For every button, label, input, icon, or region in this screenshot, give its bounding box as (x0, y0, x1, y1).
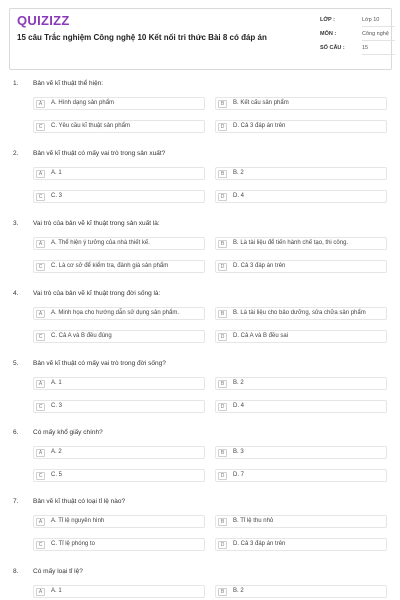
option-text: D. Cả 3 đáp án trên (233, 263, 286, 269)
option-d[interactable] (215, 400, 387, 413)
option-b[interactable] (215, 307, 387, 320)
option-c[interactable] (33, 190, 205, 203)
option-text: B. Tỉ lệ thu nhỏ (233, 518, 274, 524)
option-letter-box: C (36, 472, 45, 480)
option-a[interactable] (33, 97, 205, 110)
option-text: A. Hình dạng sản phẩm (51, 100, 115, 106)
option-letter-box: B (218, 380, 227, 388)
option-a[interactable] (33, 585, 205, 598)
option-letter-box: B (218, 518, 227, 526)
option-text: B. 2 (233, 170, 244, 176)
option-letter-box: B (218, 588, 227, 596)
question-number: 6. (13, 429, 19, 436)
option-text: C. 3 (51, 193, 63, 199)
option-text: A. Thể hiện ý tưởng của nhà thiết kế. (51, 240, 150, 246)
question-number: 3. (13, 220, 19, 227)
option-letter-box: A (36, 588, 45, 596)
question-number: 7. (13, 498, 19, 505)
option-c[interactable] (33, 469, 205, 482)
option-text: B. Là tài liệu để tiến hành chế tạo, thi công. (233, 240, 349, 246)
option-letter-box: C (36, 193, 45, 201)
worksheet-title: 15 câu Trắc nghiệm Công nghệ 10 Kết nối tri thức Bài 8 có đáp án (17, 33, 267, 42)
option-text: C. Yêu cầu kĩ thuật sản phẩm (51, 123, 130, 129)
option-letter-box: B (218, 170, 227, 178)
option-b[interactable] (215, 167, 387, 180)
option-letter-box: D (218, 403, 227, 411)
subject-label: MÔN : (320, 31, 337, 37)
option-letter-box: C (36, 333, 45, 341)
option-a[interactable] (33, 515, 205, 528)
option-letter-box: D (218, 193, 227, 201)
option-a[interactable] (33, 167, 205, 180)
option-c[interactable] (33, 330, 205, 343)
option-text: C. Tỉ lệ phóng to (51, 541, 95, 547)
option-text: C. Cả A và B đều đúng (51, 333, 112, 339)
option-c[interactable] (33, 538, 205, 551)
question-number: 2. (13, 150, 19, 157)
option-b[interactable] (215, 97, 387, 110)
option-text: D. Cả 3 đáp án trên (233, 123, 286, 129)
class-underline (362, 26, 395, 27)
question-count-value: 15 (362, 45, 369, 51)
option-text: B. 2 (233, 380, 244, 386)
question-number: 4. (13, 290, 19, 297)
option-b[interactable] (215, 377, 387, 390)
question-text: Vai trò của bản vẽ kĩ thuật trong sản xuất là: (33, 220, 160, 227)
option-d[interactable] (215, 120, 387, 133)
option-letter-box: A (36, 310, 45, 318)
option-letter-box: C (36, 123, 45, 131)
option-a[interactable] (33, 446, 205, 459)
option-text: C. Là cơ sở để kiểm tra, đánh giá sản phẩm (51, 263, 169, 269)
question-text: Bản vẽ kĩ thuật có loại tỉ lệ nào? (33, 498, 126, 505)
option-d[interactable] (215, 469, 387, 482)
option-text: A. 1 (51, 588, 62, 594)
option-text: C. 5 (51, 472, 63, 478)
option-text: A. Tỉ lệ nguyên hình (51, 518, 105, 524)
option-letter-box: C (36, 403, 45, 411)
question-text: Bản vẽ kĩ thuật có mấy vai trò trong sản xuất? (33, 150, 166, 157)
option-letter-box: C (36, 541, 45, 549)
question-number: 1. (13, 80, 19, 87)
option-letter-box: B (218, 240, 227, 248)
question-number: 5. (13, 360, 19, 367)
question-text: Có mấy loại tỉ lệ? (33, 568, 83, 575)
option-b[interactable] (215, 237, 387, 250)
option-letter-box: B (218, 449, 227, 457)
option-a[interactable] (33, 377, 205, 390)
option-text: D. Cả A và B đều sai (233, 333, 289, 339)
worksheet-header (9, 8, 392, 70)
class-label: LỚP : (320, 17, 335, 23)
option-b[interactable] (215, 585, 387, 598)
question-count-label: SỐ CÂU : (320, 45, 345, 51)
option-d[interactable] (215, 538, 387, 551)
option-text: B. Là tài liệu cho bảo dưỡng, sửa chữa sản phẩm (233, 310, 366, 316)
option-d[interactable] (215, 330, 387, 343)
quizizz-logo: QUIZIZZ (17, 13, 70, 28)
option-text: B. 3 (233, 449, 244, 455)
option-text: B. 2 (233, 588, 244, 594)
option-text: A. 1 (51, 170, 62, 176)
option-a[interactable] (33, 307, 205, 320)
option-b[interactable] (215, 446, 387, 459)
question-text: Có mấy khổ giấy chính? (33, 429, 103, 436)
question-number: 8. (13, 568, 19, 575)
option-d[interactable] (215, 190, 387, 203)
option-letter-box: A (36, 240, 45, 248)
option-letter-box: B (218, 310, 227, 318)
option-text: A. 1 (51, 380, 62, 386)
option-text: A. 2 (51, 449, 62, 455)
option-letter-box: D (218, 541, 227, 549)
option-d[interactable] (215, 260, 387, 273)
option-letter-box: A (36, 170, 45, 178)
option-text: A. Minh họa cho hướng dẫn sử dụng sản phẩm. (51, 310, 180, 316)
question-text: Vai trò của bản vẽ kĩ thuật trong đời sống là: (33, 290, 161, 297)
option-letter-box: A (36, 380, 45, 388)
option-c[interactable] (33, 400, 205, 413)
option-letter-box: A (36, 518, 45, 526)
question-text: Bản vẽ kĩ thuật thể hiện: (33, 80, 104, 87)
option-c[interactable] (33, 120, 205, 133)
option-b[interactable] (215, 515, 387, 528)
question-count-underline (362, 54, 395, 55)
option-letter-box: A (36, 449, 45, 457)
option-letter-box: D (218, 333, 227, 341)
option-letter-box: D (218, 123, 227, 131)
question-text: Bản vẽ kĩ thuật có mấy vai trò trong đời sống? (33, 360, 166, 367)
option-text: D. Cả 3 đáp án trên (233, 541, 286, 547)
option-letter-box: B (218, 100, 227, 108)
option-letter-box: D (218, 263, 227, 271)
option-letter-box: D (218, 472, 227, 480)
option-text: D. 4 (233, 193, 245, 199)
option-text: D. 4 (233, 403, 245, 409)
subject-underline (362, 40, 395, 41)
subject-value: Công nghệ (362, 31, 389, 37)
option-c[interactable] (33, 260, 205, 273)
option-letter-box: A (36, 100, 45, 108)
option-text: C. 3 (51, 403, 63, 409)
class-value: Lớp 10 (362, 17, 380, 23)
option-a[interactable] (33, 237, 205, 250)
option-text: B. Kết cấu sản phẩm (233, 100, 289, 106)
option-text: D. 7 (233, 472, 245, 478)
option-letter-box: C (36, 263, 45, 271)
